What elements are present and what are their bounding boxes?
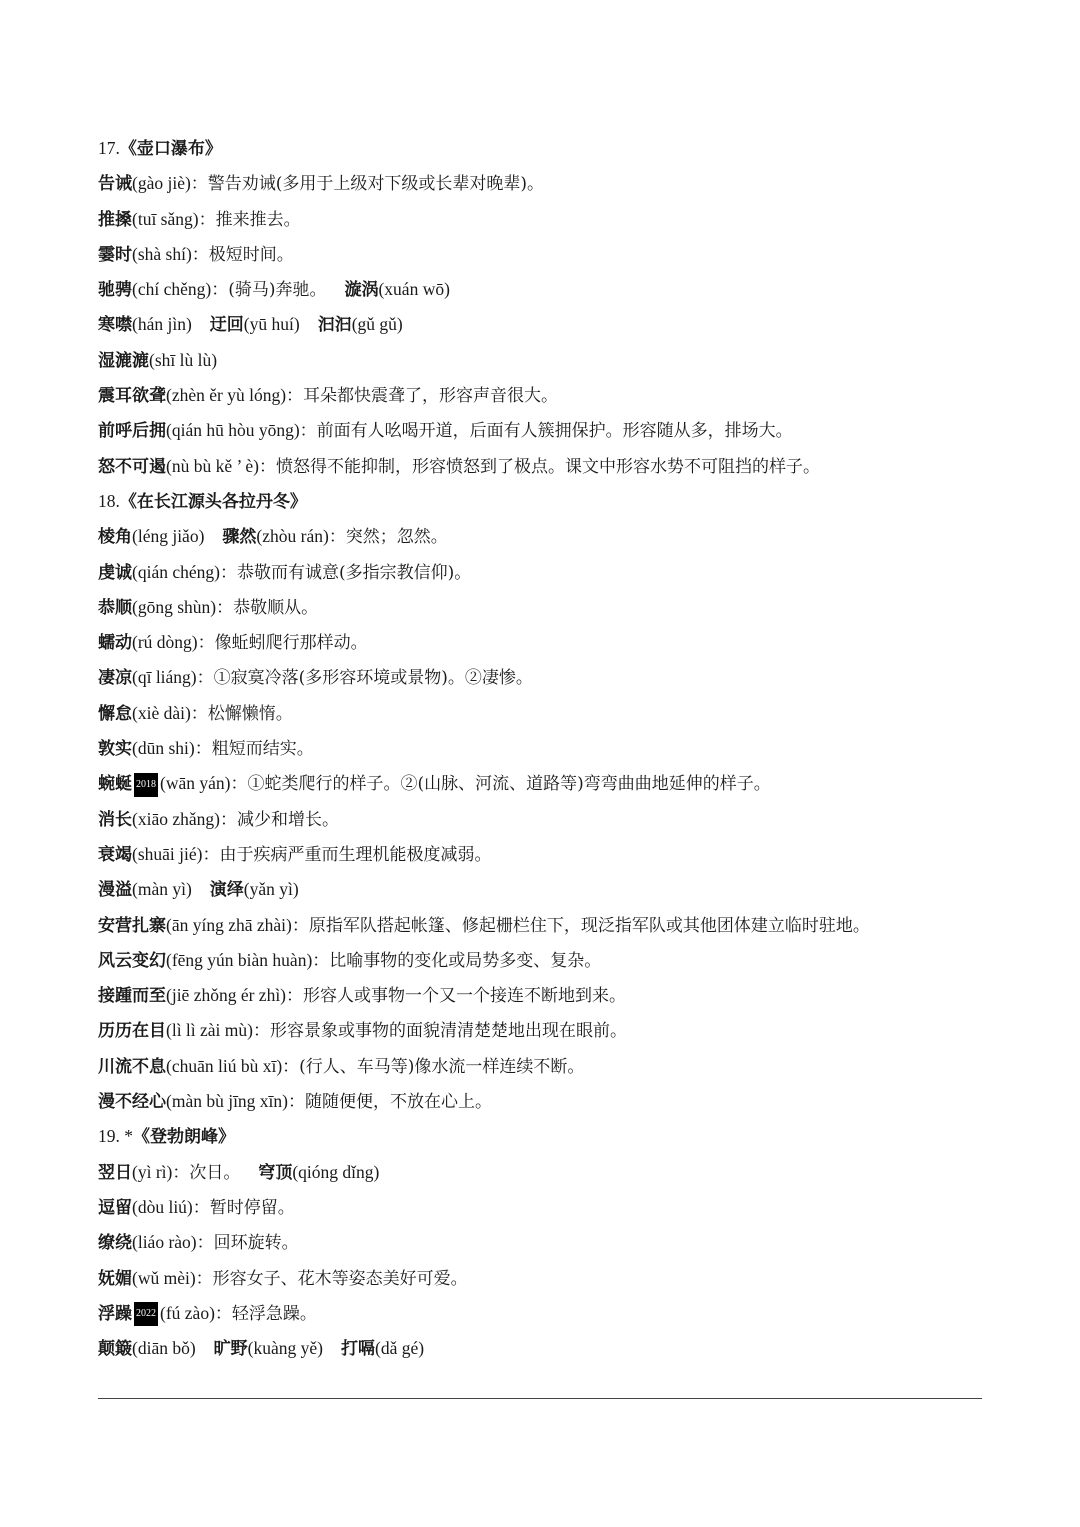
section-number: 18. — [98, 490, 120, 511]
vocab-line — [98, 590, 998, 625]
vocab-line — [98, 378, 998, 413]
section-heading — [98, 1119, 998, 1154]
pinyin: (yǎn yì) — [243, 879, 299, 900]
vocab-line — [98, 555, 998, 590]
definition: ：恭敬顺从。 — [216, 597, 319, 618]
pinyin: (dǎ gé) — [375, 1338, 425, 1359]
vocab-line — [98, 625, 998, 660]
vocab-line — [98, 1013, 998, 1048]
vocab-term: 旷野 — [213, 1339, 248, 1360]
pinyin: (ān yíng zhā zhài) — [166, 914, 292, 935]
pinyin: (nù bù kě ’ è) — [166, 455, 259, 476]
vocab-term: 迂回 — [209, 315, 244, 336]
pinyin: (xiè dài) — [132, 702, 191, 723]
vocab-term: 颠簸 — [98, 1339, 132, 1360]
vocab-line — [98, 1084, 998, 1119]
definition: ：次日。 — [172, 1162, 241, 1183]
vocab-term: 演绎 — [209, 880, 244, 901]
vocab-term: 川流不息 — [98, 1056, 166, 1077]
vocab-line — [98, 1155, 998, 1190]
definition: ：原指军队搭起帐篷、修起栅栏住下，现泛指军队或其他团体建立临时驻地。 — [291, 915, 870, 936]
pinyin: (tuī sǎng) — [132, 208, 199, 229]
section-number: 17. — [98, 138, 120, 158]
vocab-term: 虔诚 — [98, 562, 132, 583]
section-title: 《登勃朗峰》 — [133, 1127, 235, 1148]
vocab-line — [98, 237, 998, 272]
pinyin: (lì lì zài mù) — [166, 1020, 253, 1041]
vocab-term: 风云变幻 — [98, 950, 166, 971]
vocab-term: 懈怠 — [98, 703, 132, 724]
pinyin: (dūn shi) — [132, 738, 195, 759]
definition: ：前面有人吆喝开道，后面有人簇拥保护。形容随从多，排场大。 — [299, 421, 793, 442]
definition: ：突然；忽然。 — [328, 527, 448, 548]
vocab-term: 湿漉漉 — [98, 350, 149, 371]
definition: ：减少和增长。 — [219, 809, 339, 830]
definition: ：由于疾病严重而生理机能极度减弱。 — [202, 844, 492, 865]
definition: ：回环旋转。 — [196, 1233, 299, 1254]
vocab-line — [98, 943, 998, 978]
definition: ：形容女子、花木等姿态美好可爱。 — [195, 1268, 468, 1289]
vocab-line — [98, 413, 998, 448]
vocab-line — [98, 519, 998, 554]
vocab-line — [98, 1296, 998, 1331]
vocab-term: 棱角 — [98, 527, 132, 548]
exam-year-badge: 2022 — [134, 1302, 158, 1326]
definition: ：像蚯蚓爬行那样动。 — [197, 633, 368, 654]
vocab-term: 怒不可遏 — [98, 456, 166, 477]
vocab-line — [98, 449, 998, 484]
vocab-line — [98, 307, 998, 342]
vocab-line — [98, 166, 998, 201]
pinyin: (yì rì) — [132, 1161, 173, 1182]
pinyin: (léng jiǎo) — [132, 526, 205, 547]
vocab-line — [98, 660, 998, 695]
section-title: 《在长江源头各拉丹冬》 — [119, 491, 307, 512]
footer-rule — [98, 1398, 982, 1399]
vocab-line — [98, 908, 998, 943]
section-title: 《壶口瀑布》 — [119, 139, 222, 159]
vocab-term: 穹顶 — [258, 1162, 293, 1183]
vocab-term: 漩涡 — [344, 280, 379, 301]
definition: ：推来推去。 — [198, 209, 301, 230]
definition: ：粗短而结实。 — [194, 739, 314, 760]
vocab-term: 漫不经心 — [98, 1092, 166, 1113]
definition: ：随随便便，不放在心上。 — [288, 1092, 492, 1113]
vocab-term: 打嗝 — [341, 1339, 375, 1360]
pinyin: (gǔ gǔ) — [351, 314, 403, 335]
pinyin: (xuán wō) — [378, 279, 450, 300]
definition: ：愤怒得不能抑制，形容愤怒到了极点。课文中形容水势不可阻挡的样子。 — [258, 456, 820, 477]
vocab-line — [98, 837, 998, 872]
definition: ：①寂寞冷落(多形容环境或景物)。②凄惨。 — [196, 668, 533, 689]
definition: ：极短时间。 — [191, 244, 294, 265]
definition: ：(行人、车马等)像水流一样连续不断。 — [282, 1056, 585, 1077]
vocab-term: 告诫 — [98, 174, 132, 195]
vocab-term: 安营扎寨 — [98, 915, 166, 936]
vocab-line — [98, 1225, 998, 1260]
vocab-term: 寒噤 — [98, 315, 132, 336]
section-number: 19. * — [98, 1126, 133, 1147]
definition: ：轻浮急躁。 — [214, 1303, 317, 1324]
pinyin: (zhèn ěr yù lóng) — [166, 385, 287, 406]
vocab-term: 翌日 — [98, 1162, 132, 1183]
pinyin: (xiāo zhǎng) — [132, 808, 220, 829]
pinyin: (wān yán) — [160, 773, 231, 794]
vocab-term: 骤然 — [222, 527, 257, 548]
vocab-line — [98, 202, 998, 237]
exam-year-badge: 2018 — [134, 773, 158, 797]
definition: ：恭敬而有诚意(多指宗教信仰)。 — [219, 562, 472, 583]
vocab-term: 历历在目 — [98, 1021, 166, 1042]
vocab-term: 推搡 — [98, 209, 132, 230]
pinyin: (qióng dǐng) — [292, 1161, 380, 1182]
pinyin: (shī lù lù) — [149, 349, 218, 370]
vocab-term: 驰骋 — [98, 280, 132, 301]
definition: ：形容景象或事物的面貌清清楚楚地出现在眼前。 — [253, 1021, 627, 1042]
vocab-line — [98, 1331, 998, 1366]
section-heading — [98, 484, 998, 519]
pinyin: (diān bǒ) — [132, 1338, 196, 1359]
vocab-term: 浮躁 — [98, 1303, 132, 1324]
definition: ：松懈懒惰。 — [190, 703, 293, 724]
pinyin: (rú dòng) — [132, 632, 198, 653]
vocab-line — [98, 872, 998, 907]
vocab-line — [98, 802, 998, 837]
vocab-term: 恭顺 — [98, 597, 132, 618]
vocab-term: 蜿蜒 — [98, 774, 132, 795]
vocab-term: 妩媚 — [98, 1268, 132, 1289]
vocab-term: 缭绕 — [98, 1233, 132, 1254]
vocab-line — [98, 272, 998, 307]
vocab-term: 漫溢 — [98, 880, 132, 901]
pinyin: (jiē zhǒng ér zhì) — [166, 985, 287, 1006]
definition: ：①蛇类爬行的样子。②(山脉、河流、道路等)弯弯曲曲地延伸的样子。 — [230, 774, 771, 795]
vocab-line — [98, 343, 998, 378]
vocab-term: 衰竭 — [98, 844, 132, 865]
vocab-term: 凄凉 — [98, 668, 132, 689]
vocab-line — [98, 1049, 998, 1084]
vocab-line — [98, 696, 998, 731]
section-heading — [98, 131, 998, 166]
definition: ：暂时停留。 — [192, 1197, 295, 1218]
definition: ：耳朵都快震聋了，形容声音很大。 — [286, 386, 559, 407]
pinyin: (chuān liú bù xī) — [166, 1055, 283, 1076]
pinyin: (shà shí) — [132, 243, 192, 264]
pinyin: (màn bù jīng xīn) — [166, 1091, 288, 1112]
pinyin: (fú zào) — [160, 1302, 215, 1323]
vocab-term: 汩汩 — [317, 315, 352, 336]
vocab-term: 震耳欲聋 — [98, 386, 166, 407]
vocab-line — [98, 1261, 998, 1296]
definition: ：警告劝诫(多用于上级对下级或长辈对晚辈)。 — [190, 174, 545, 195]
vocab-term: 蠕动 — [98, 633, 132, 654]
pinyin: (màn yì) — [132, 879, 192, 900]
definition: ：形容人或事物一个又一个接连不断地到来。 — [286, 986, 627, 1007]
pinyin: (liáo rào) — [132, 1232, 197, 1253]
pinyin: (fēng yún biàn huàn) — [166, 949, 313, 970]
pinyin: (hán jìn) — [132, 314, 192, 335]
document-body — [98, 131, 998, 1366]
pinyin: (kuàng yě) — [247, 1338, 323, 1359]
vocab-term: 接踵而至 — [98, 986, 166, 1007]
vocab-term: 消长 — [98, 809, 132, 830]
vocab-line — [98, 731, 998, 766]
vocab-line — [98, 766, 998, 801]
pinyin: (zhòu rán) — [256, 526, 329, 547]
pinyin: (dòu liú) — [132, 1196, 193, 1217]
pinyin: (gào jiè) — [132, 173, 191, 194]
vocab-term: 霎时 — [98, 244, 132, 265]
pinyin: (shuāi jié) — [132, 843, 203, 864]
pinyin: (qián hū hòu yōng) — [166, 420, 300, 441]
vocab-line — [98, 1190, 998, 1225]
pinyin: (qī liáng) — [132, 667, 197, 688]
pinyin: (qián chéng) — [132, 561, 220, 582]
vocab-term: 敦实 — [98, 739, 132, 760]
pinyin: (gōng shùn) — [132, 596, 217, 617]
definition: ：(骑马)奔驰。 — [211, 280, 327, 301]
vocab-line — [98, 978, 998, 1013]
definition: ：比喻事物的变化或局势多变、复杂。 — [312, 950, 602, 971]
pinyin: (chí chěng) — [132, 279, 212, 300]
vocab-term: 逗留 — [98, 1197, 132, 1218]
pinyin: (wǔ mèi) — [132, 1267, 196, 1288]
vocab-term: 前呼后拥 — [98, 421, 166, 442]
pinyin: (yū huí) — [243, 314, 300, 335]
